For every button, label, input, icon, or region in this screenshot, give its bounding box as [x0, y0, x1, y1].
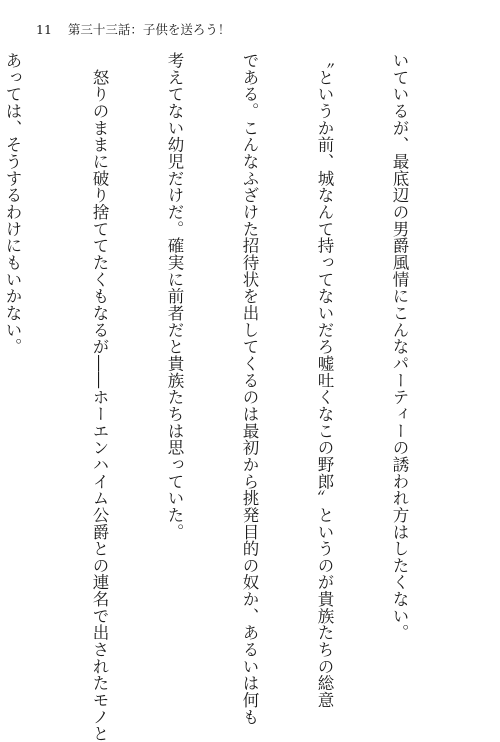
text-line: いているが、最底辺の男爵風情にこんなパーティーの誘われ方はしたくない。: [390, 52, 409, 642]
page-number: 11: [36, 22, 52, 37]
running-header: [36, 22, 230, 38]
text-line: あっては、そうするわけにもいかない。: [3, 52, 22, 355]
text-line: である。こんなふざけた招待状を出してくるのは最初から挑発目的の奴か、あるいは何も: [240, 52, 259, 726]
text-line: 怒りのままに破り捨ててたくもなるが――ホーエンハイム公爵との連名で出されたモノと: [90, 52, 109, 742]
text-line: 考えてない幼児だけだ。確実に前者だと貴族たちは思っていた。: [165, 52, 184, 541]
vertical-text-body: [0, 52, 462, 742]
chapter-title: 第三十三話：子供を送ろう！: [67, 22, 231, 37]
text-line: 〝というか前、城なんて持ってないだろ嘘吐くなこの野郎〟というのが貴族たちの総意: [315, 52, 334, 709]
